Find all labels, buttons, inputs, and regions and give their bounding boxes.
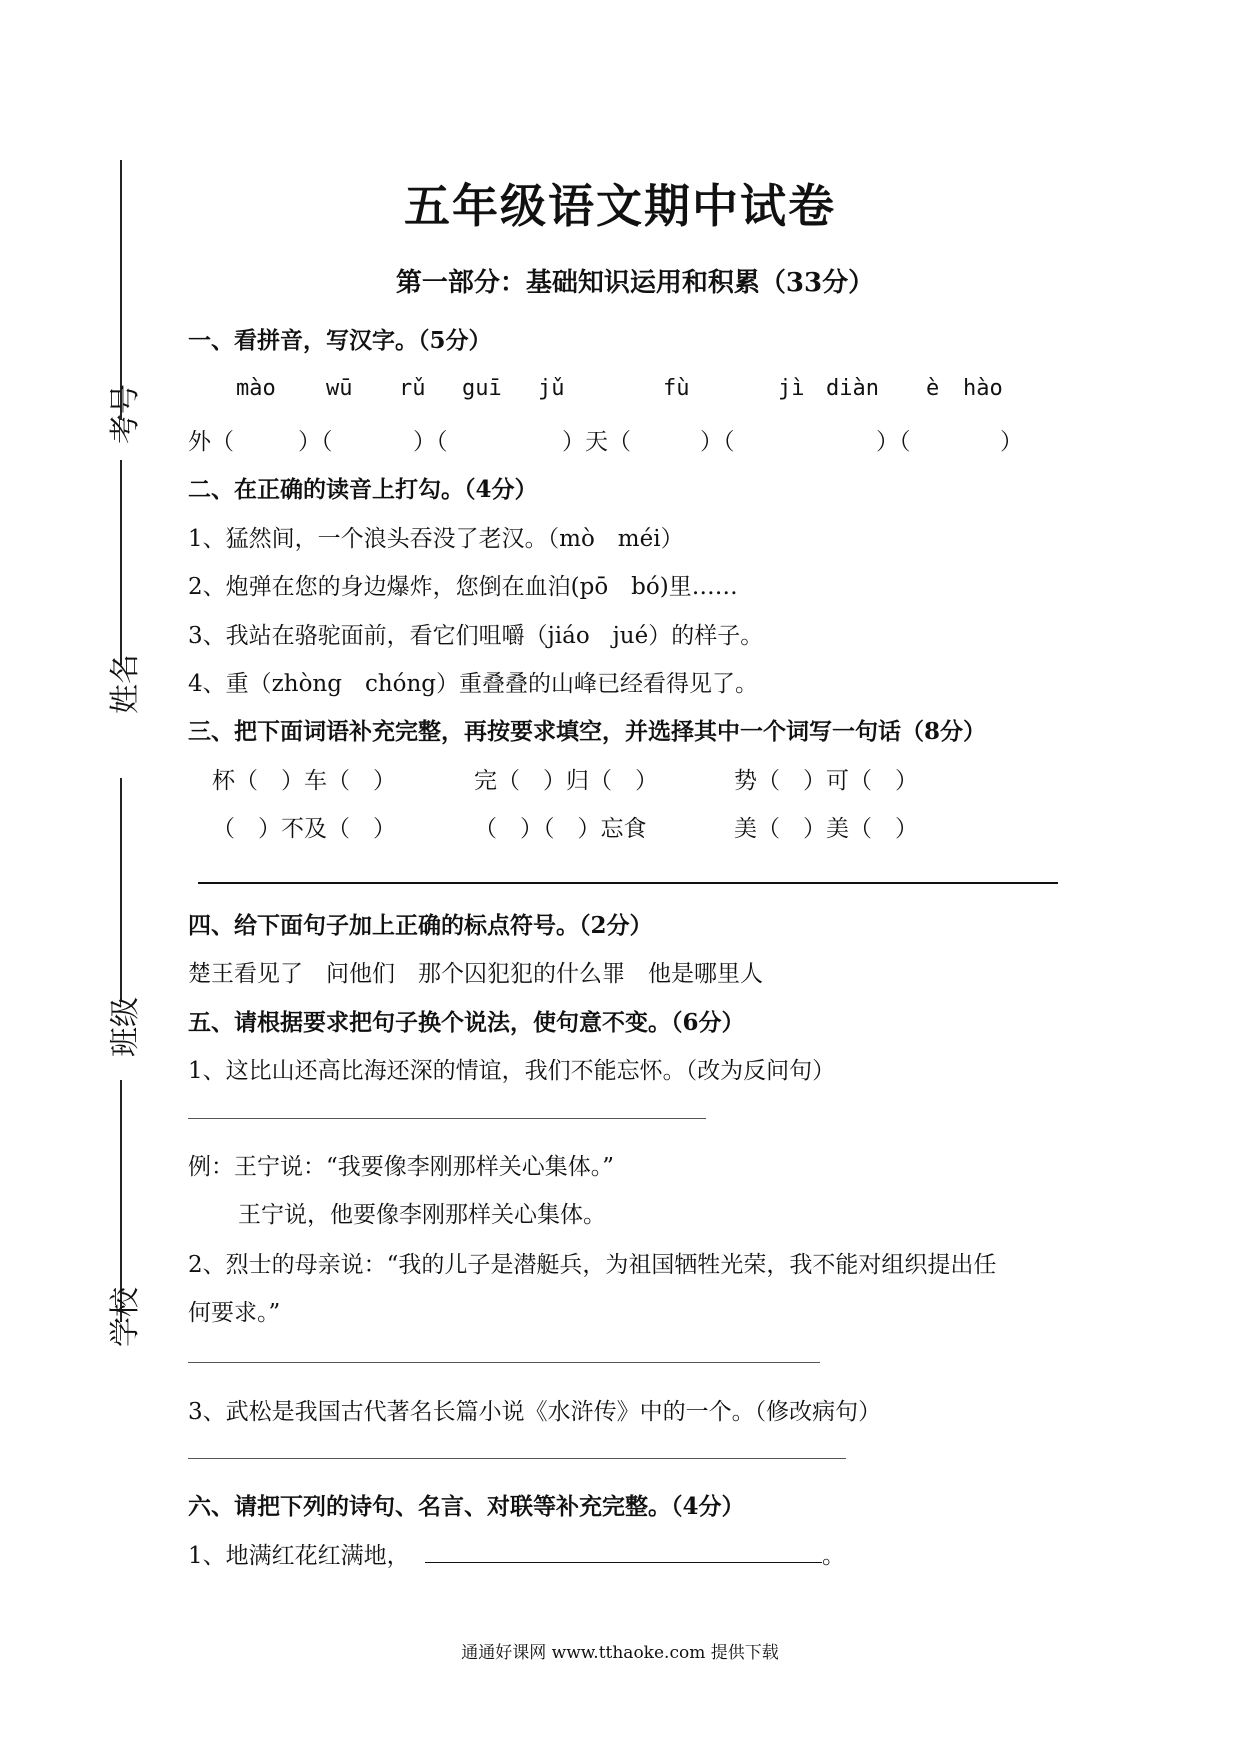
q3-word-1[interactable]: 杯（ ）车（ ） (212, 768, 396, 794)
q5-answer-line-2[interactable] (188, 1362, 820, 1363)
binding-line (120, 778, 122, 1000)
q3-word-4[interactable]: （ ）不及（ ） (212, 816, 396, 842)
q3-answer-line[interactable] (198, 882, 1058, 884)
footer-credit: 通通好课网 www.tthaoke.com 提供下载 (461, 1643, 779, 1663)
pinyin-10: hào (963, 376, 1003, 401)
pinyin-2: wū (326, 376, 353, 401)
pinyin-8: diàn (826, 376, 879, 401)
q3-word-6[interactable]: 美（ ）美（ ） (734, 816, 918, 842)
q6-heading: 六、请把下列的诗句、名言、对联等补充完整。（4分） (188, 1493, 745, 1520)
q6-answer-line-1[interactable] (425, 1562, 822, 1563)
q6-item-1: 1、地满红花红满地， (188, 1543, 410, 1569)
q1-blank-4[interactable]: ）天（ (562, 429, 631, 455)
q6-item-1-end: 。 (822, 1543, 845, 1569)
exam-number-label: 考号 (108, 384, 143, 444)
q3-word-5[interactable]: （ ）（ ）忘食 (474, 816, 647, 842)
q5-example-2: 王宁说，他要像李刚那样关心集体。 (238, 1202, 606, 1228)
q2-item-1[interactable]: 1、猛然间，一个浪头吞没了老汉。（mò méi） (188, 526, 684, 552)
pinyin-6: fù (663, 376, 690, 401)
q1-blank-1[interactable]: 外（ (188, 429, 234, 455)
class-label: 班级 (108, 997, 143, 1057)
school-label: 学校 (108, 1287, 143, 1347)
q3-word-3[interactable]: 势（ ）可（ ） (734, 768, 918, 794)
pinyin-7: jì (778, 376, 805, 401)
pinyin-4: guī (462, 376, 502, 401)
pinyin-1: mào (236, 376, 276, 401)
name-label: 姓名 (108, 654, 143, 714)
q5-item-1: 1、这比山还高比海还深的情谊，我们不能忘怀。（改为反问句） (188, 1058, 836, 1084)
q5-answer-line-1[interactable] (188, 1118, 706, 1119)
q3-word-2[interactable]: 完（ ）归（ ） (474, 768, 658, 794)
q4-sentence[interactable]: 楚王看见了 问他们 那个囚犯犯的什么罪 他是哪里人 (188, 961, 763, 987)
q3-heading: 三、把下面词语补充完整，再按要求填空，并选择其中一个词写一句话（8分） (188, 718, 987, 745)
q2-heading: 二、在正确的读音上打勾。（4分） (188, 476, 538, 503)
pinyin-5: jǔ (538, 376, 565, 401)
page-title: 五年级语文期中试卷 (404, 179, 836, 233)
binding-line (120, 1080, 122, 1322)
q1-heading: 一、看拼音，写汉字。（5分） (188, 327, 492, 354)
q5-answer-line-3[interactable] (188, 1458, 846, 1459)
q1-blank-2[interactable]: ）（ (298, 429, 333, 455)
binding-line (120, 460, 122, 665)
q5-heading: 五、请根据要求把句子换个说法，使句意不变。（6分） (188, 1009, 745, 1036)
q5-example-1: 例：王宁说：“我要像李刚那样关心集体。” (188, 1154, 615, 1180)
q5-item-2b: 何要求。” (188, 1300, 281, 1326)
q2-item-2[interactable]: 2、炮弹在您的身边爆炸，您倒在血泊(pō bó)里…… (188, 574, 738, 600)
q1-blank-6[interactable]: ）（ (876, 429, 911, 455)
q1-blank-3[interactable]: ）（ (413, 429, 448, 455)
q5-item-3: 3、武松是我国古代著名长篇小说《水浒传》中的一个。（修改病句） (188, 1399, 882, 1425)
q4-heading: 四、给下面句子加上正确的标点符号。（2分） (188, 912, 653, 939)
q1-blank-5[interactable]: ）（ (700, 429, 735, 455)
q2-item-3[interactable]: 3、我站在骆驼面前，看它们咀嚼（jiáo jué）的样子。 (188, 623, 764, 649)
pinyin-3: rǔ (399, 376, 426, 401)
q5-item-2a: 2、烈士的母亲说：“我的儿子是潜艇兵，为祖国牺牲光荣，我不能对组织提出任 (188, 1252, 997, 1278)
q2-item-4[interactable]: 4、重（zhòng chóng）重叠叠的山峰已经看得见了。 (188, 671, 759, 697)
pinyin-9: è (926, 376, 940, 401)
q1-blank-7[interactable]: ） (1000, 429, 1023, 455)
part-one-heading: 第一部分：基础知识运用和积累（33分） (395, 268, 875, 298)
